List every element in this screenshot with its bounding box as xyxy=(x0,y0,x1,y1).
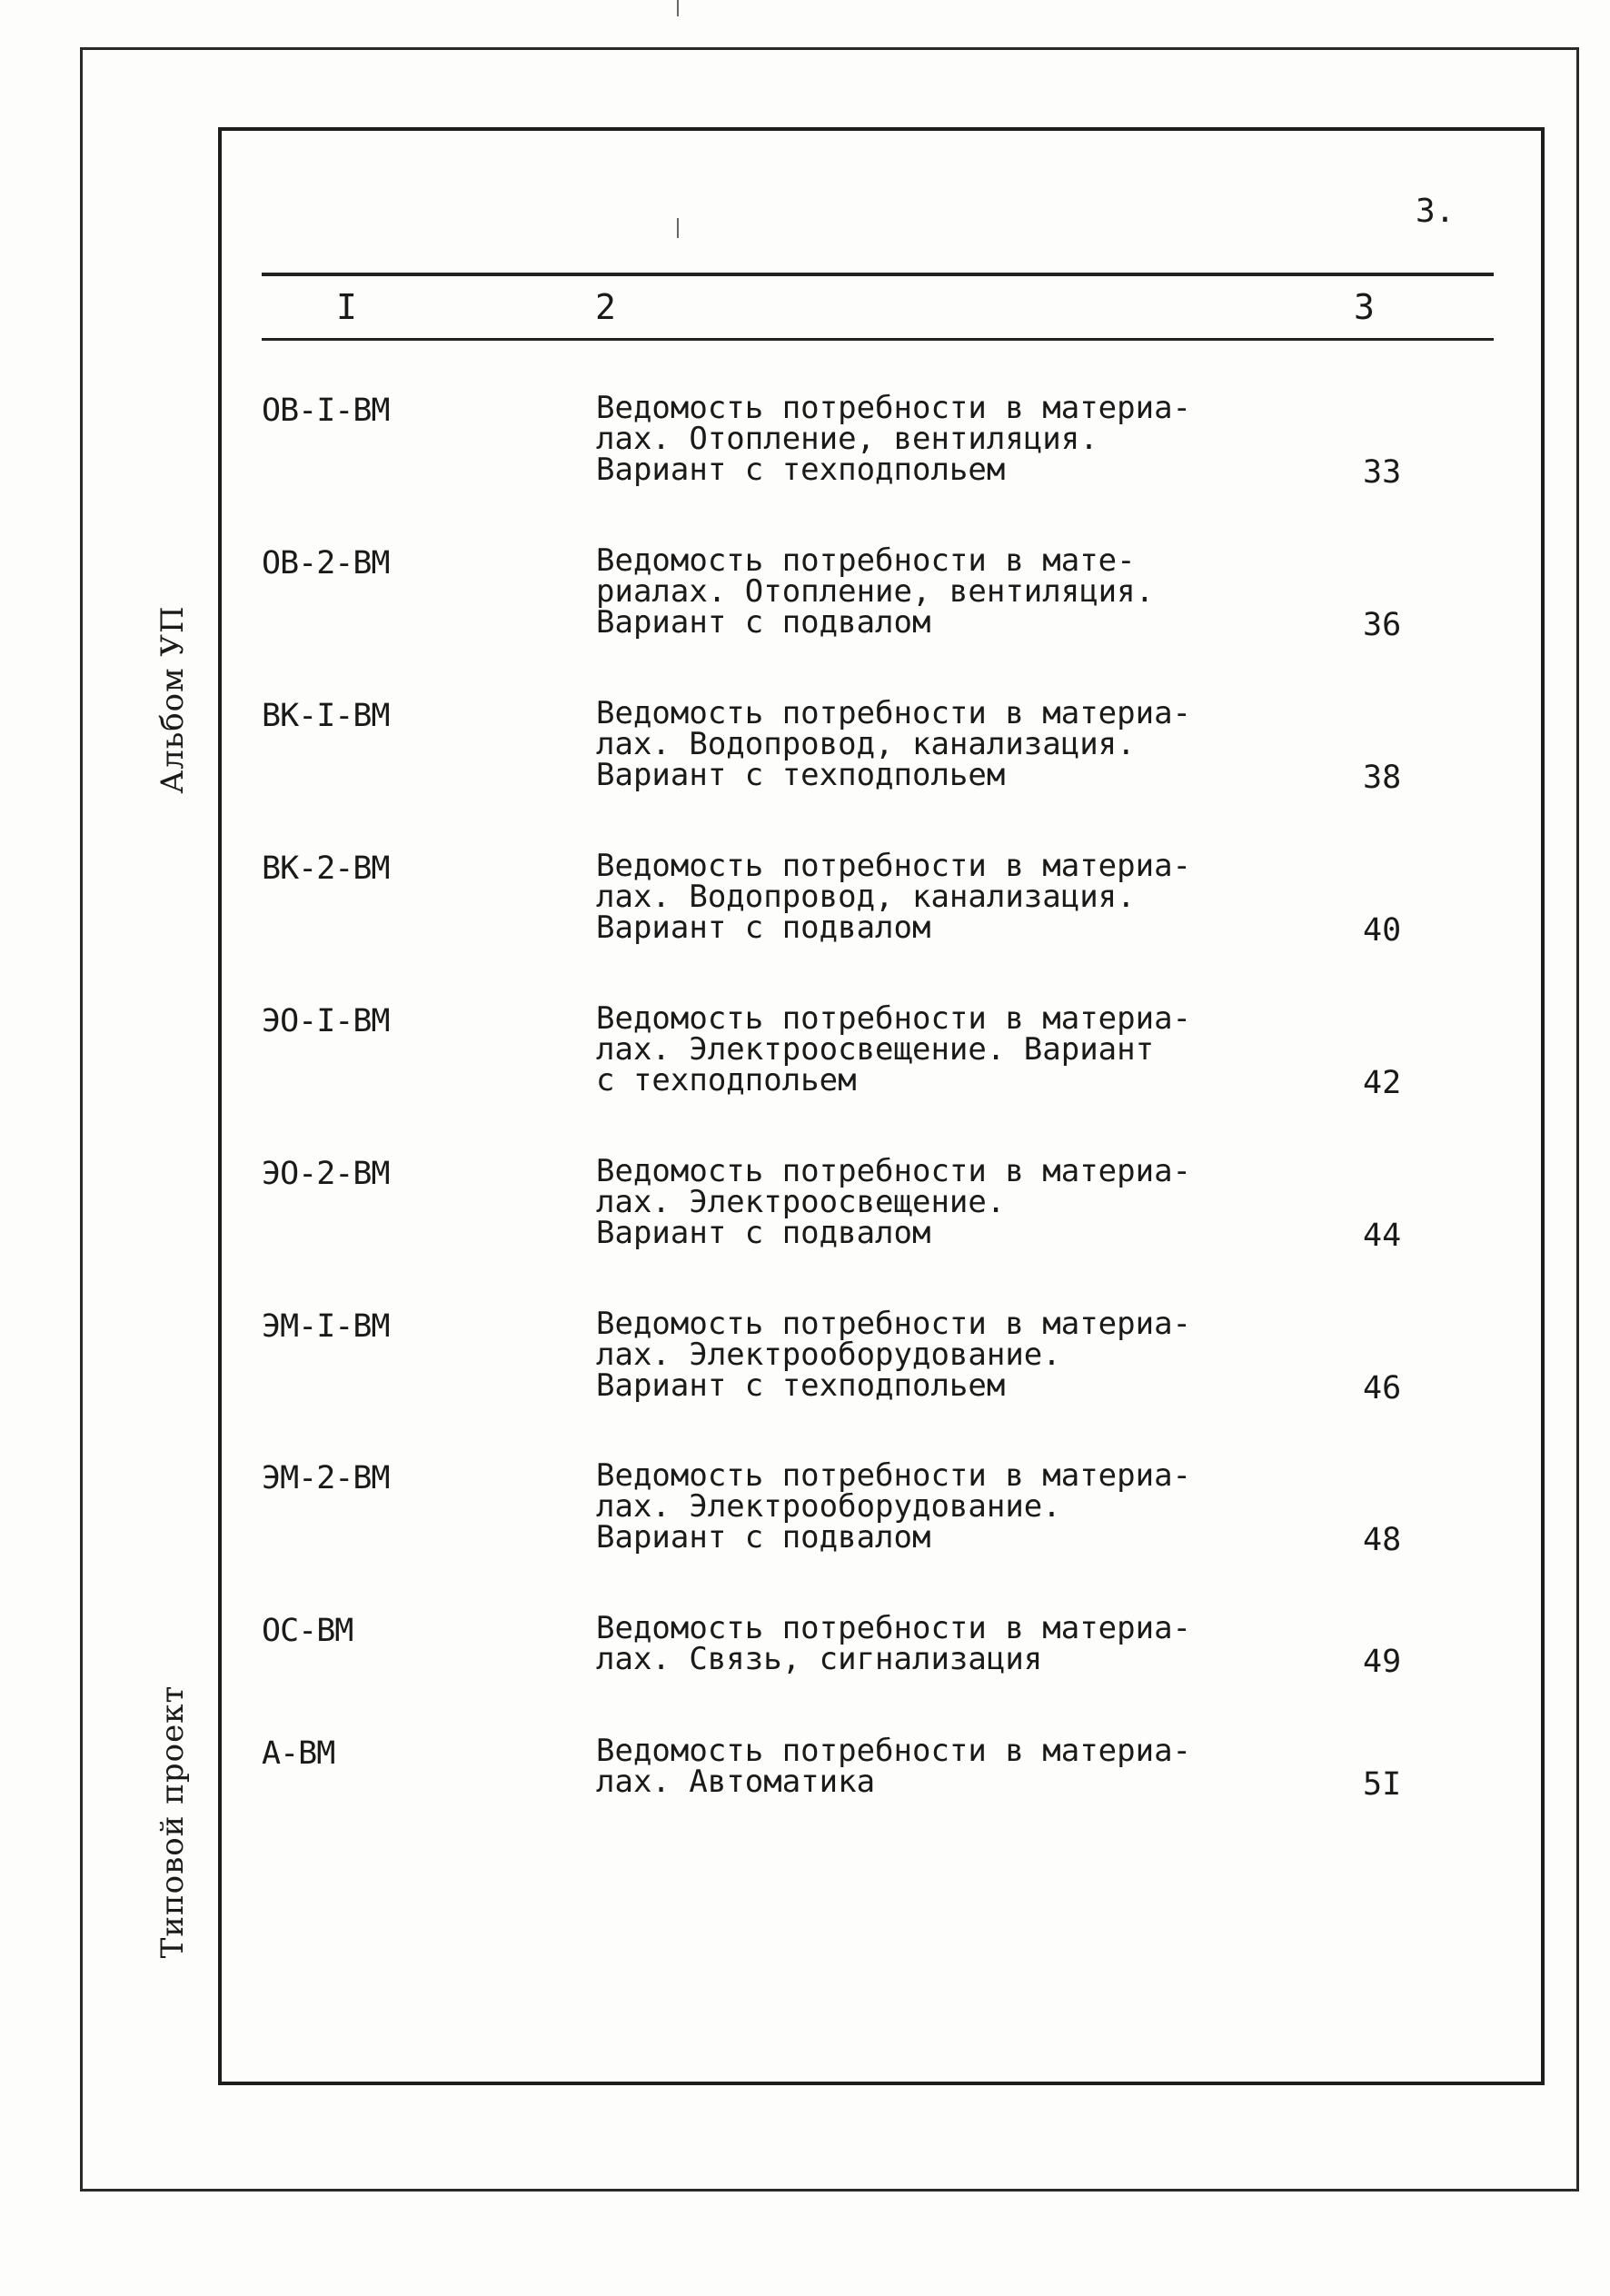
row-code: ЭО-I-ВМ xyxy=(262,1003,390,1039)
description-line: лах. Электрооборудование. xyxy=(596,1337,1061,1373)
row-code: ОС-ВМ xyxy=(262,1613,353,1649)
row-description xyxy=(596,848,1192,946)
row-page-number: 42 xyxy=(1363,1065,1402,1101)
description-line: Вариант с подвалом xyxy=(596,909,931,946)
row-page-number: 5I xyxy=(1363,1766,1402,1803)
description-line: Ведомость потребности в материа- xyxy=(596,1733,1192,1769)
description-line: лах. Водопровод, канализация. xyxy=(596,726,1136,762)
row-code: ЭО-2-ВМ xyxy=(262,1156,390,1192)
description-line: Ведомость потребности в мате- xyxy=(596,542,1136,579)
row-description xyxy=(596,1457,1192,1556)
description-line: Ведомость потребности в материа- xyxy=(596,1457,1192,1494)
row-page-number: 48 xyxy=(1363,1522,1402,1558)
description-line: лах. Автоматика xyxy=(596,1764,876,1800)
page-number: 3. xyxy=(1416,193,1456,230)
description-line: Ведомость потребности в материа- xyxy=(596,1610,1192,1646)
description-line: Ведомость потребности в материа- xyxy=(596,848,1192,884)
description-line: Вариант с подвалом xyxy=(596,1519,931,1556)
description-line: с техподпольем xyxy=(596,1062,857,1098)
row-code: ОВ-I-ВМ xyxy=(262,393,390,429)
row-page-number: 36 xyxy=(1363,607,1402,643)
fold-mark xyxy=(677,218,679,238)
description-line: лах. Отопление, вентиляция. xyxy=(596,421,1098,457)
description-line: Вариант с техподпольем xyxy=(596,757,1006,793)
column-header-1: I xyxy=(336,287,357,327)
description-line: Вариант с техподпольем xyxy=(596,452,1006,488)
row-description xyxy=(596,1306,1192,1404)
row-page-number: 33 xyxy=(1363,454,1402,491)
description-line: Вариант с подвалом xyxy=(596,1215,931,1251)
row-description xyxy=(596,1153,1192,1251)
description-line: лах. Электрооборудование. xyxy=(596,1488,1061,1525)
description-line: лах. Электроосвещение. xyxy=(596,1184,1006,1220)
description-line: Вариант с техподпольем xyxy=(596,1367,1006,1404)
row-description xyxy=(596,1610,1192,1677)
row-description xyxy=(596,1733,1192,1800)
project-label: Типовой проект xyxy=(154,1685,191,1959)
row-code: А-ВМ xyxy=(262,1735,335,1772)
row-description xyxy=(596,542,1155,641)
row-page-number: 44 xyxy=(1363,1218,1402,1254)
row-description xyxy=(596,390,1192,488)
row-code: ВК-2-ВМ xyxy=(262,850,390,887)
row-code: ОВ-2-ВМ xyxy=(262,545,390,581)
album-label: Альбом УП xyxy=(154,605,191,794)
row-code: ВК-I-ВМ xyxy=(262,698,390,734)
description-line: лах. Электроосвещение. Вариант xyxy=(596,1031,1155,1068)
header-rule-bottom xyxy=(262,338,1494,341)
description-line: лах. Водопровод, канализация. xyxy=(596,879,1136,915)
row-description xyxy=(596,1000,1192,1098)
description-line: Ведомость потребности в материа- xyxy=(596,1306,1192,1342)
description-line: Вариант с подвалом xyxy=(596,604,931,641)
row-code: ЭМ-I-ВМ xyxy=(262,1308,390,1345)
header-rule-top xyxy=(262,273,1494,276)
fold-mark xyxy=(677,0,679,16)
row-code: ЭМ-2-ВМ xyxy=(262,1460,390,1496)
description-line: Ведомость потребности в материа- xyxy=(596,1000,1192,1037)
row-page-number: 40 xyxy=(1363,912,1402,949)
description-line: риалах. Отопление, вентиляция. xyxy=(596,573,1155,610)
description-line: лах. Связь, сигнализация xyxy=(596,1641,1043,1677)
description-line: Ведомость потребности в материа- xyxy=(596,390,1192,426)
row-page-number: 46 xyxy=(1363,1370,1402,1406)
column-header-3: 3 xyxy=(1354,287,1375,327)
row-page-number: 49 xyxy=(1363,1644,1402,1680)
row-page-number: 38 xyxy=(1363,760,1402,796)
column-header-2: 2 xyxy=(595,287,616,327)
description-line: Ведомость потребности в материа- xyxy=(596,695,1192,731)
description-line: Ведомость потребности в материа- xyxy=(596,1153,1192,1189)
row-description xyxy=(596,695,1192,793)
